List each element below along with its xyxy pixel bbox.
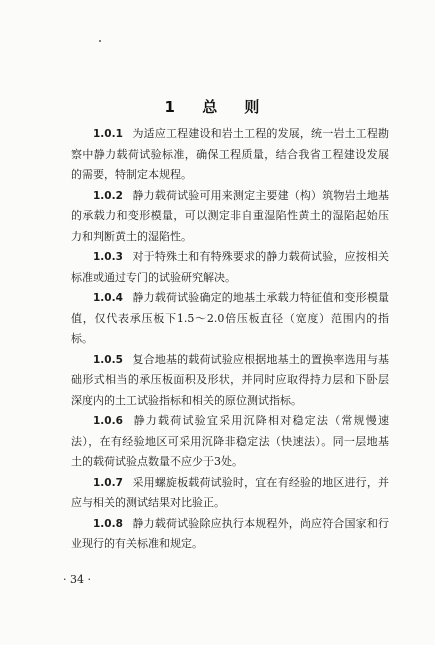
clause-text: 复合地基的载荷试验应根据地基土的置换率选用与基础形式相当的承压板面积及形状，并同时应取得持力层和下卧层深度内的土工试验指标和相关的原位测试指标。	[71, 352, 389, 407]
clause-number: 1.0.4	[93, 292, 123, 304]
clause-1-0-4	[71, 288, 389, 350]
clause-number: 1.0.5	[93, 353, 123, 366]
clause-number: 1.0.1	[93, 128, 123, 140]
scan-speck	[99, 40, 101, 42]
clause-text: 采用螺旋板载荷试验时，宜在有经验的地区进行，并应与相关的测试结果对比验正。	[71, 475, 389, 509]
clause-text: 静力载荷试验可用来测定主要建（构）筑物岩土地基的承载力和变形模量，可以测定非自重湿陷性黄土的湿陷起始压力和判断黄土的湿陷性。	[71, 188, 389, 243]
clause-1-0-6	[71, 411, 389, 473]
clause-1-0-5	[71, 350, 389, 412]
clause-1-0-7	[71, 473, 389, 514]
clause-text: 静力载荷试验除应执行本规程外，尚应符合国家和行业现行的有关标准和规定。	[71, 516, 389, 550]
page-number: · 34 ·	[63, 573, 91, 586]
clause-number: 1.0.3	[93, 251, 123, 263]
chapter-title: 1 总 则	[164, 98, 271, 116]
clause-1-0-2	[71, 186, 389, 248]
clause-text: 静力载荷试验确定的地基土承载力特征值和变形模量值，仅代表承压板下1.5～2.0倍压板直径（宽度）范围内的指标。	[71, 291, 389, 345]
clause-1-0-3	[71, 247, 389, 288]
clause-number: 1.0.7	[93, 476, 123, 489]
clause-number: 1.0.6	[93, 415, 123, 427]
clause-1-0-1	[71, 124, 389, 186]
clause-number: 1.0.2	[93, 189, 123, 202]
clause-1-0-8	[71, 514, 389, 555]
clause-list	[71, 124, 389, 555]
clause-text: 静力载荷试验宜采用沉降相对稳定法（常规慢速法），在有经验地区可采用沉降非稳定法（快速法）。同一层地基土的载荷试验点数量不应少于3处。	[71, 414, 389, 468]
clause-text: 对于特殊土和有特殊要求的静力载荷试验，应按相关标准或通过专门的试验研究解决。	[71, 250, 389, 284]
clause-number: 1.0.8	[93, 517, 123, 530]
clause-text: 为适应工程建设和岩土工程的发展，统一岩土工程勘察中静力载荷试验标准，确保工程质量，结合我省工程建设发展的需要，特制定本规程。	[71, 127, 389, 181]
